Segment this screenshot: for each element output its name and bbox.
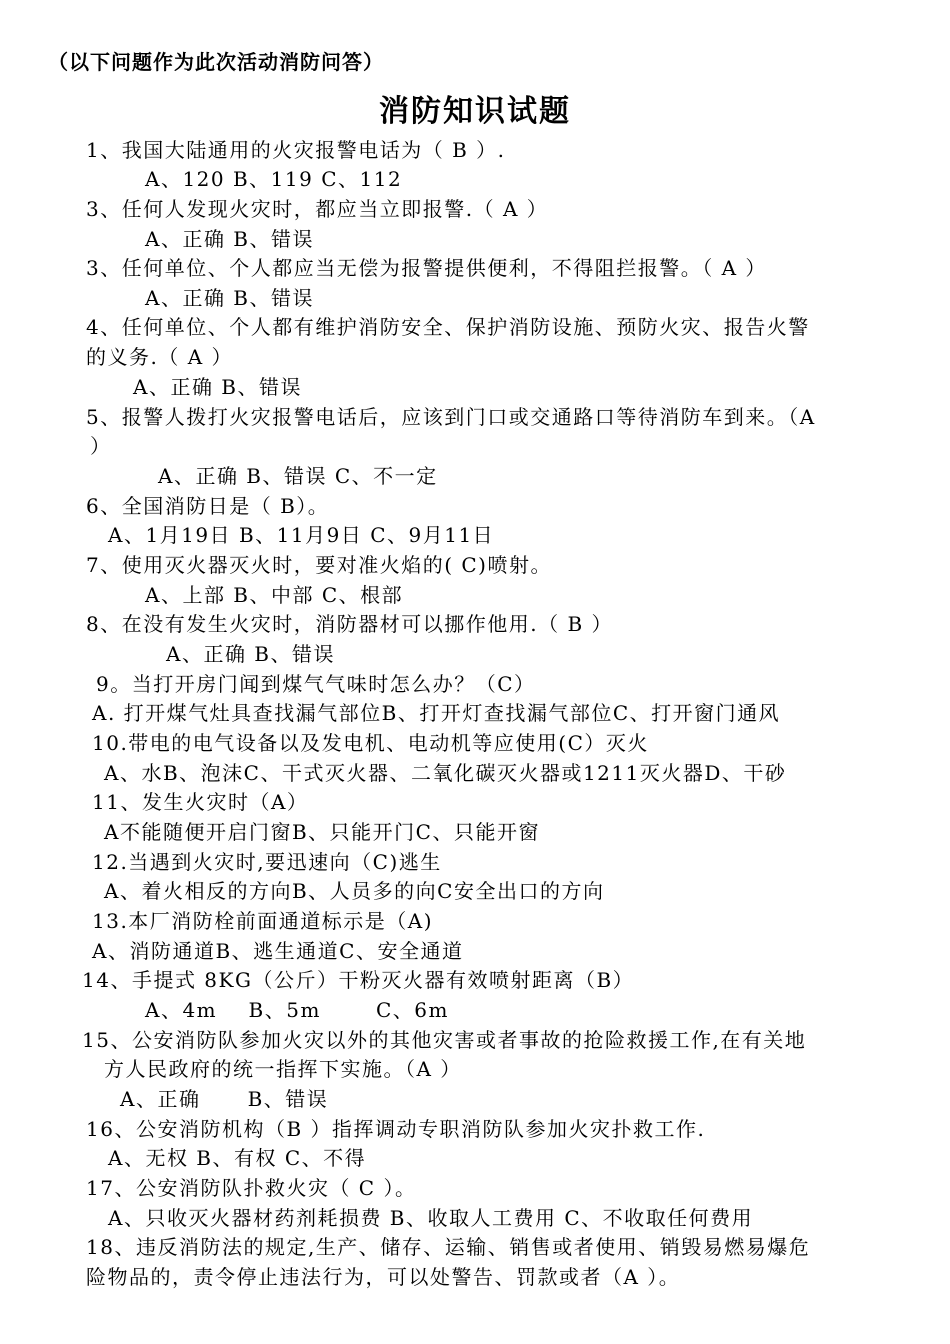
question-line: 15、公安消防队参加火灾以外的其他灾害或者事故的抢险救援工作,在有关地: [82, 1028, 807, 1052]
question-line: 1、我国大陆通用的火灾报警电话为（ B ）.: [86, 138, 506, 162]
answer-options: A、120 B、119 C、112: [145, 167, 403, 191]
answer-options: A、正确 B、错误: [133, 375, 302, 399]
question-line: 12.当遇到火灾时,要迅速向（C)逃生: [92, 850, 442, 874]
question-line: 18、违反消防法的规定,生产、储存、运输、销售或者使用、销毁易燃易爆危: [86, 1235, 811, 1259]
answer-options: A、正确 B、错误: [145, 286, 314, 310]
answer-options: A. 打开煤气灶具查找漏气部位B、打开灯查找漏气部位C、打开窗门通风: [92, 701, 781, 725]
answer-options: A、4m B、5m C、6m: [145, 998, 449, 1022]
question-line: 3、任何人发现火灾时，都应当立即报警.（ A ）: [86, 197, 549, 221]
answer-options: A不能随便开启门窗B、只能开门C、只能开窗: [104, 820, 540, 844]
question-line: 4、任何单位、个人都有维护消防安全、保护消防设施、预防火灾、报告火警: [86, 315, 810, 339]
answer-options: A、正确 B、错误: [145, 227, 314, 251]
question-line: 11、发生火灾时（A）: [92, 790, 309, 814]
answer-options: A、着火相反的方向B、人员多的向C安全出口的方向: [104, 879, 605, 903]
question-line: 7、使用灭火器灭火时，要对准火焰的( C)喷射。: [86, 553, 552, 577]
question-line: 10.带电的电气设备以及发电机、电动机等应使用(C）灭火: [92, 731, 649, 755]
question-line: 的义务.（ A ）: [86, 345, 234, 369]
answer-options: A、水B、泡沫C、干式灭火器、二氧化碳灭火器或1211灭火器D、干砂: [104, 761, 787, 785]
answer-options: A、上部 B、中部 C、根部: [145, 583, 404, 607]
answer-options: A、消防通道B、逃生通道C、安全通道: [92, 939, 464, 963]
question-line: 5、报警人拨打火灾报警电话后，应该到门口或交通路口等待消防车到来。（A: [86, 405, 816, 429]
question-line: 14、手提式 8KG（公斤）干粉灭火器有效喷射距离（B）: [82, 968, 635, 992]
question-line: 险物品的，责令停止违法行为，可以处警告、罚款或者（A ）。: [86, 1265, 681, 1289]
question-line: 6、全国消防日是（ B）。: [86, 494, 330, 518]
question-line: 9。当打开房门闻到煤气气味时怎么办？（C）: [96, 672, 536, 696]
question-line: 方人民政府的统一指挥下实施。（A ）: [104, 1057, 462, 1081]
answer-options: A、只收灭火器材药剂耗损费 B、收取人工费用 C、不收取任何费用: [108, 1206, 754, 1230]
question-line: 16、公安消防机构（B ）指挥调动专职消防队参加火灾扑救工作.: [86, 1117, 706, 1141]
answer-options: A、正确 B、错误 C、不一定: [158, 464, 438, 488]
question-line: 3、任何单位、个人都应当无偿为报警提供便利，不得阻拦报警。（ A ）: [86, 256, 767, 280]
answer-options: A、1月19日 B、11月9日 C、9月11日: [108, 523, 495, 547]
question-line: 17、公安消防队扑救火灾（ C ）。: [86, 1176, 417, 1200]
page-title: 消防知识试题: [379, 94, 571, 129]
answer-options: A、无权 B、有权 C、不得: [108, 1146, 367, 1170]
answer-options: A、正确 B、错误: [166, 642, 335, 666]
activity-note: （以下问题作为此次活动消防问答）: [48, 50, 384, 74]
question-line: 13.本厂消防栓前面通道标示是（A): [92, 909, 434, 933]
answer-options: A、正确 B、错误: [120, 1087, 329, 1111]
question-line: 8、在没有发生火灾时，消防器材可以挪作他用.（ B ）: [86, 612, 613, 636]
question-line: ）: [90, 434, 112, 458]
